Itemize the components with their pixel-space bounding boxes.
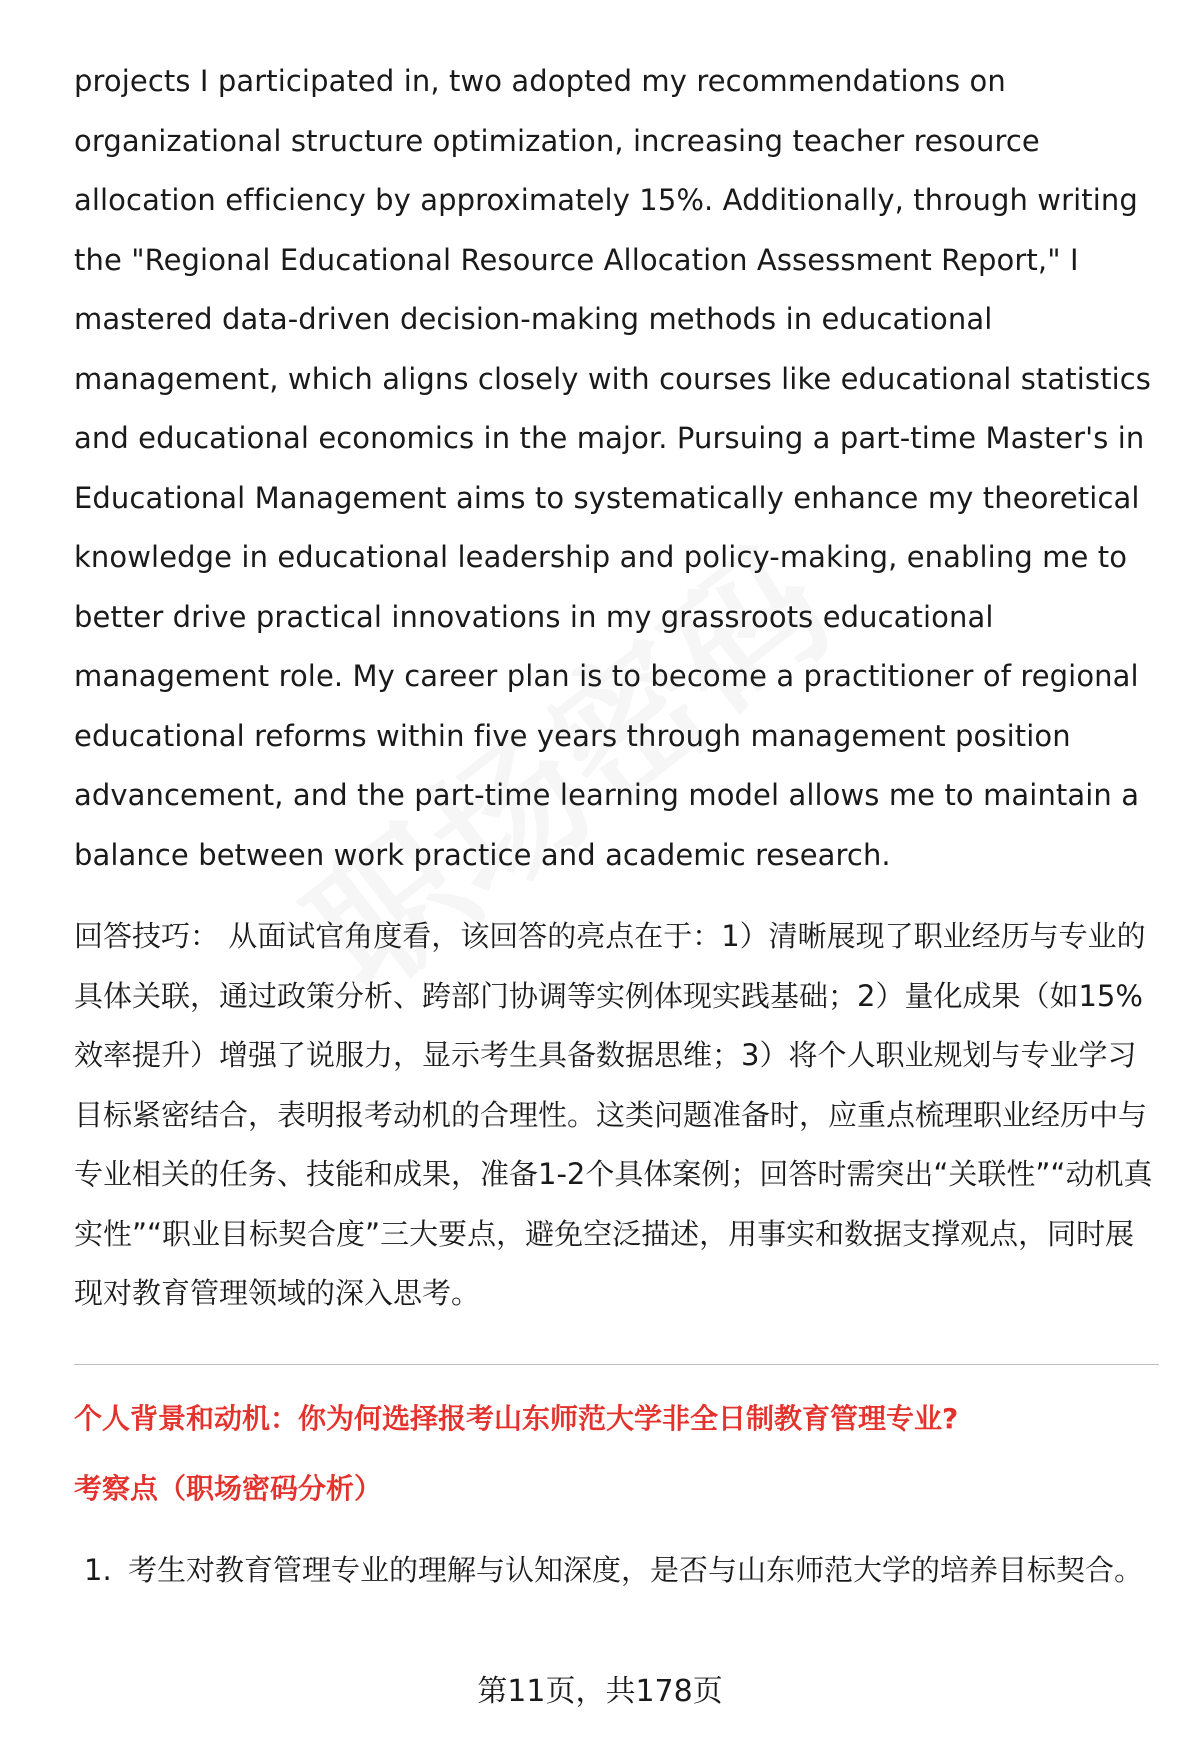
list-item-text: 考生对教育管理专业的理解与认知深度，是否与山东师范大学的培养目标契合。 bbox=[128, 1552, 1144, 1587]
assessment-points-list bbox=[74, 1541, 1159, 1601]
list-item-number: 1. bbox=[84, 1552, 112, 1587]
page-footer: 第11页，共178页 bbox=[477, 1674, 723, 1709]
english-answer-paragraph: projects I participated in, two adopted my recommendations on organizational structure optimization, increasing teacher resource allocation efficiency by approximately 15%. Additionally, through writing the "Regional Educational Resource Allocation Assessment Report," I mastered data-driven decision-making methods in educational management, which aligns closely with courses like educational statistics and educational economics in the major. Pursuing a part-time Master's in Educational Management aims to systematically enhance my theoretical knowledge in educational leadership and policy-making, enabling me to better drive practical innovations in my grassroots educational management role. My career plan is to become a practitioner of regional educational reforms within five years through management position advancement, and the part-time learning model allows me to maintain a balance between work practice and academic research. bbox=[74, 64, 1151, 872]
question-heading: 个人背景和动机：你为何选择报考山东师范大学非全日制教育管理专业? bbox=[74, 1401, 959, 1435]
section-divider bbox=[74, 1364, 1159, 1365]
assessment-points-heading: 考察点（职场密码分析） bbox=[74, 1471, 383, 1505]
list-item bbox=[74, 1541, 1159, 1601]
document-page bbox=[74, 52, 1159, 1600]
answer-tips-paragraph: 回答技巧： 从面试官角度看，该回答的亮点在于：1）清晰展现了职业经历与专业的具体关联，通过政策分析、跨部门协调等实例体现实践基础；2）量化成果（如15%效率提升）增强了说服力，显示考生具备数据思维；3）将个人职业规划与专业学习目标紧密结合，表明报考动机的合理性。这类问题准备时，应重点梳理职业经历中与专业相关的任务、技能和成果，准备1-2个具体案例；回答时需突出“关联性”“动机真实性”“职业目标契合度”三大要点，避免空泛描述，用事实和数据支撑观点，同时展现对教育管理领域的深入思考。 bbox=[74, 919, 1153, 1310]
